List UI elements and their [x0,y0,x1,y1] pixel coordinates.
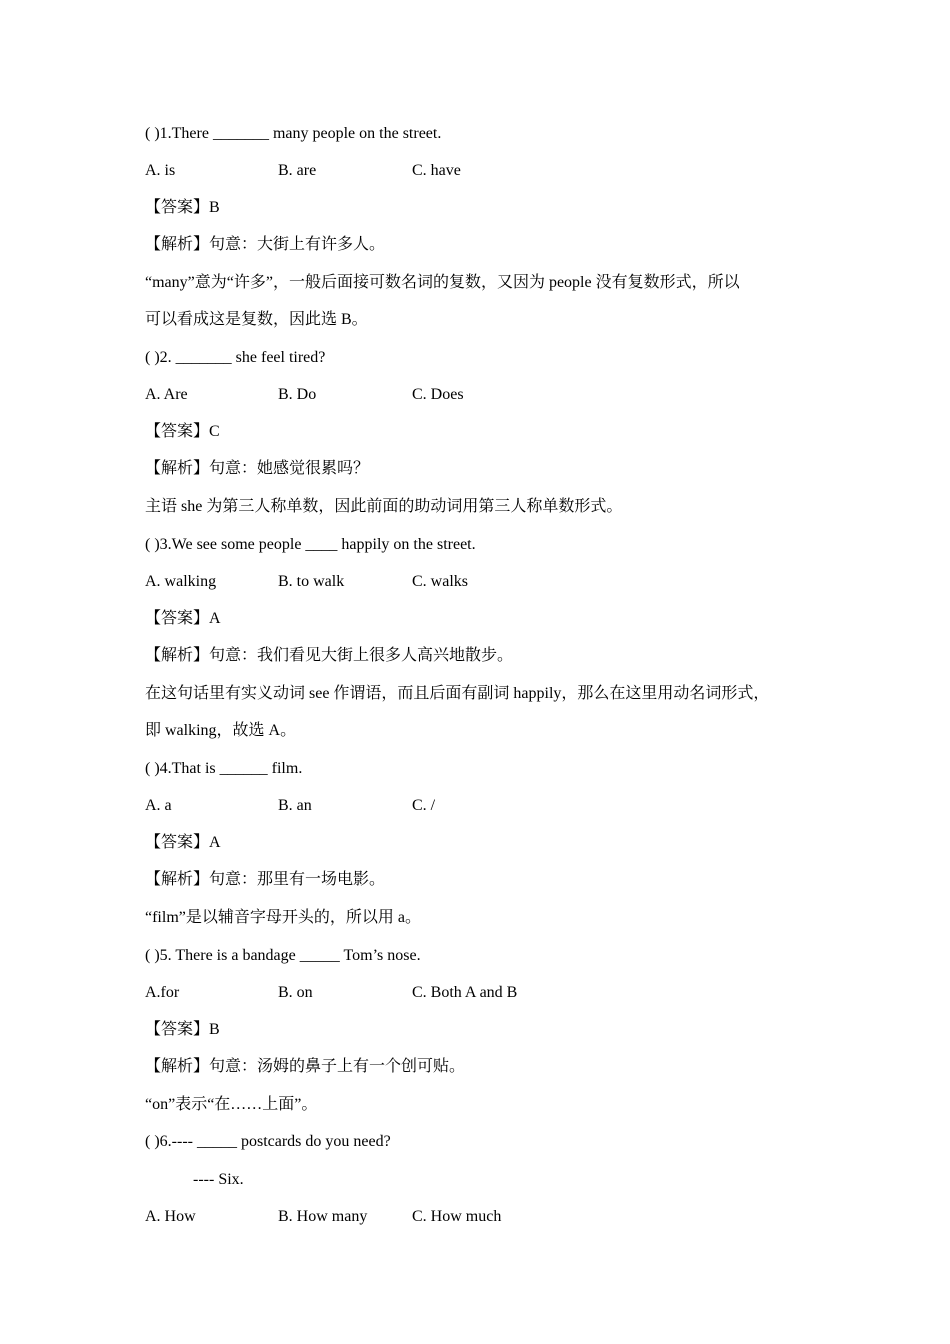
question-2-analysis-title: 【解析】句意：她感觉很累吗？ [145,460,370,477]
question-6-stem: ( )6.---- _____ postcards do you need? [145,1133,391,1150]
question-3-analysis-title: 【解析】句意：我们看见大街上很多人高兴地散步。 [145,647,514,664]
question-2-option-a: A. Are [145,386,188,403]
question-2-option-c: C. Does [412,386,464,403]
question-6-options [145,1204,825,1230]
question-2-option-b: B. Do [278,386,317,403]
question-3-option-b: B. to walk [278,573,345,590]
question-5-answer: 【答案】B [145,1021,220,1038]
question-5-option-b: B. on [278,984,313,1001]
question-1-analysis-line-2: 可以看成这是复数，因此选 B。 [145,311,368,328]
question-5-analysis-title: 【解析】句意：汤姆的鼻子上有一个创可贴。 [145,1058,466,1075]
question-1-option-a: A. is [145,162,176,179]
question-6-reply: ---- Six. [193,1171,244,1188]
question-3-option-c: C. walks [412,573,468,590]
question-4-answer: 【答案】A [145,834,221,851]
question-6-option-c: C. How much [412,1208,502,1225]
question-6-option-a: A. How [145,1208,196,1225]
question-1-option-b: B. are [278,162,317,179]
question-5-option-c: C. Both A and B [412,984,518,1001]
question-3-options [145,569,825,595]
question-5-option-a: A.for [145,984,180,1001]
question-2-answer: 【答案】C [145,423,220,440]
question-4-option-a: A. a [145,797,172,814]
question-1-option-c: C. have [412,162,461,179]
question-3-stem: ( )3.We see some people ____ happily on the street. [145,536,476,553]
question-1-options [145,158,825,184]
question-5-stem: ( )5. There is a bandage _____ Tom’s nose. [145,947,421,964]
question-5-options [145,980,825,1006]
question-4-analysis-line-1: “film”是以辅音字母开头的，所以用 a。 [145,909,421,926]
question-3-option-a: A. walking [145,573,217,590]
question-3-answer: 【答案】A [145,610,221,627]
question-1-stem: ( )1.There _______ many people on the street. [145,125,442,142]
question-1-answer: 【答案】B [145,199,220,216]
question-6-option-b: B. How many [278,1208,368,1225]
question-4-stem: ( )4.That is ______ film. [145,760,303,777]
question-3-analysis-line-1: 在这句话里有实义动词 see 作谓语，而且后面有副词 happily，那么在这里用动名词形式， [145,685,770,702]
question-4-option-b: B. an [278,797,312,814]
question-1-analysis-title: 【解析】句意：大街上有许多人。 [145,236,386,253]
question-2-stem: ( )2. _______ she feel tired? [145,349,326,366]
question-1-analysis-line-1: “many”意为“许多”，一般后面接可数名词的复数，又因为 people 没有复数形式，所以 [145,274,740,291]
question-4-options [145,793,825,819]
question-2-options [145,382,825,408]
question-2-analysis-line-1: 主语 she 为第三人称单数，因此前面的助动词用第三人称单数形式。 [145,498,623,515]
question-4-option-c: C. / [412,797,436,814]
question-4-analysis-title: 【解析】句意：那里有一场电影。 [145,871,386,888]
question-3-analysis-line-2: 即 walking，故选 A。 [145,722,297,739]
question-5-analysis-line-1: “on”表示“在……上面”。 [145,1096,318,1113]
